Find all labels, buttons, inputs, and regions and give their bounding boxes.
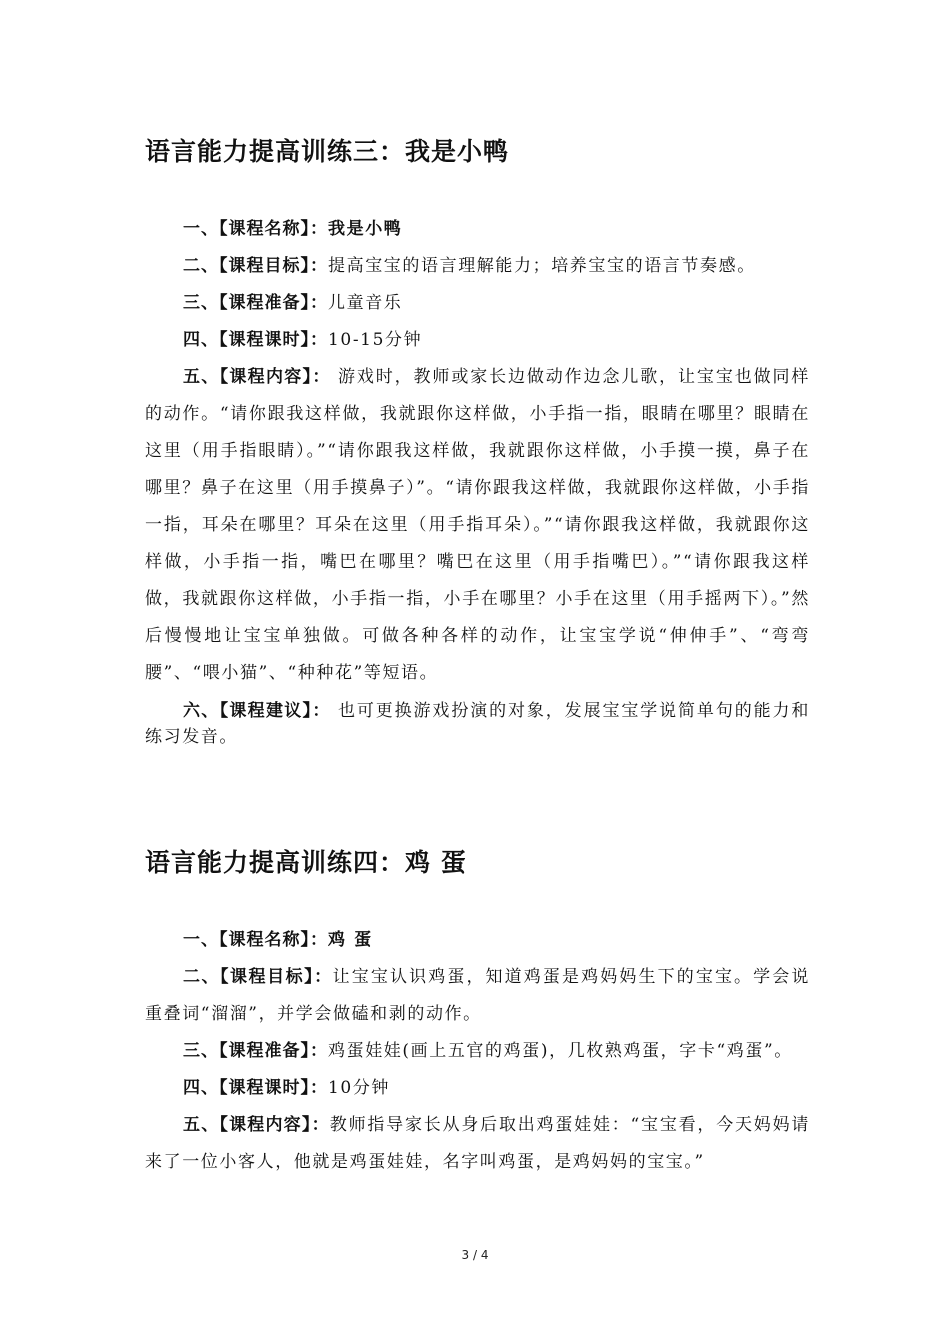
section-4-title: 语言能力提高训练四：鸡 蛋 bbox=[145, 848, 467, 877]
s4-course-content bbox=[145, 1107, 810, 1181]
section-3-title: 语言能力提高训练三：我是小鸭 bbox=[145, 137, 510, 166]
s3-course-goal bbox=[145, 248, 810, 285]
s3-course-name bbox=[145, 211, 810, 248]
s4-course-hours-value: 10分钟 bbox=[328, 1078, 391, 1098]
s3-course-prep-value: 儿童音乐 bbox=[328, 293, 403, 313]
s4-course-goal-value: 让宝宝认识鸡蛋，知道鸡蛋是鸡妈妈生下的宝宝。学会说重叠词“溜溜”，并学会做磕和剥的动作。 bbox=[145, 967, 811, 1024]
section-3-body bbox=[145, 211, 810, 750]
s4-course-prep bbox=[145, 1033, 810, 1070]
s3-course-content-value: 游戏时，教师或家长边做动作边念儿歌，让宝宝也做同样的动作。“请你跟我这样做，我就跟你这样做，小手指一指，眼睛在哪里？眼睛在这里（用手指眼睛）。”“请你跟我这样做，我就跟你这样做，小手摸一摸，鼻子在哪里？鼻子在这里（用手摸鼻子）”。“请你跟我这样做，我就跟你这样做，小手指一指，耳朵在哪里？耳朵在这里（用手指耳朵）。”“请你跟我这样做，我就跟你这样做，小手指一指，嘴巴在哪里？嘴巴在这里（用手指嘴巴）。”“请你跟我这样做，我就跟你这样做，小手指一指，小手在哪里？小手在这里（用手摇两下）。”然后慢慢地让宝宝单独做。可做各种各样的动作，让宝宝学说“伸伸手”、“弯弯腰”、“喂小猫”、“种种花”等短语。 bbox=[145, 367, 811, 683]
s4-course-hours bbox=[145, 1070, 810, 1107]
s4-course-name-label: 一、【课程名称】： bbox=[183, 930, 328, 950]
s4-course-content-label: 五、【课程内容】： bbox=[183, 1115, 330, 1135]
s3-course-name-label: 一、【课程名称】： bbox=[183, 219, 328, 239]
s3-course-hours-label: 四、【课程课时】： bbox=[183, 330, 328, 350]
s3-course-prep bbox=[145, 285, 810, 322]
s3-course-goal-label: 二、【课程目标】： bbox=[183, 256, 328, 276]
s3-course-hours-value: 10-15分钟 bbox=[328, 330, 423, 350]
s4-course-prep-value: 鸡蛋娃娃(画上五官的鸡蛋)，几枚熟鸡蛋，字卡“鸡蛋”。 bbox=[328, 1041, 793, 1061]
s4-course-goal bbox=[145, 959, 810, 1033]
s3-course-name-value: 我是小鸭 bbox=[328, 219, 403, 239]
page-number: 3 / 4 bbox=[461, 1248, 489, 1262]
s3-course-advice bbox=[145, 698, 810, 750]
s3-course-content bbox=[145, 359, 810, 692]
s4-course-name bbox=[145, 922, 810, 959]
s4-course-content-value: 教师指导家长从身后取出鸡蛋娃娃：“宝宝看，今天妈妈请来了一位小客人，他就是鸡蛋娃娃，名字叫鸡蛋，是鸡妈妈的宝宝。” bbox=[145, 1115, 810, 1172]
s3-course-goal-value: 提高宝宝的语言理解能力；培养宝宝的语言节奏感。 bbox=[328, 256, 756, 276]
s3-course-hours bbox=[145, 322, 810, 359]
s3-course-advice-value: 也可更换游戏扮演的对象，发展宝宝学说简单句的能力和练习发音。 bbox=[145, 701, 811, 747]
s3-course-advice-label: 六、【课程建议】： bbox=[183, 701, 331, 721]
s3-course-prep-label: 三、【课程准备】： bbox=[183, 293, 328, 313]
s4-course-name-value: 鸡 蛋 bbox=[328, 930, 373, 950]
s4-course-hours-label: 四、【课程课时】： bbox=[183, 1078, 328, 1098]
section-4-body bbox=[145, 922, 810, 1181]
s4-course-goal-label: 二、【课程目标】： bbox=[183, 967, 333, 987]
s4-course-prep-label: 三、【课程准备】： bbox=[183, 1041, 328, 1061]
s3-course-content-label: 五、【课程内容】： bbox=[183, 367, 331, 387]
